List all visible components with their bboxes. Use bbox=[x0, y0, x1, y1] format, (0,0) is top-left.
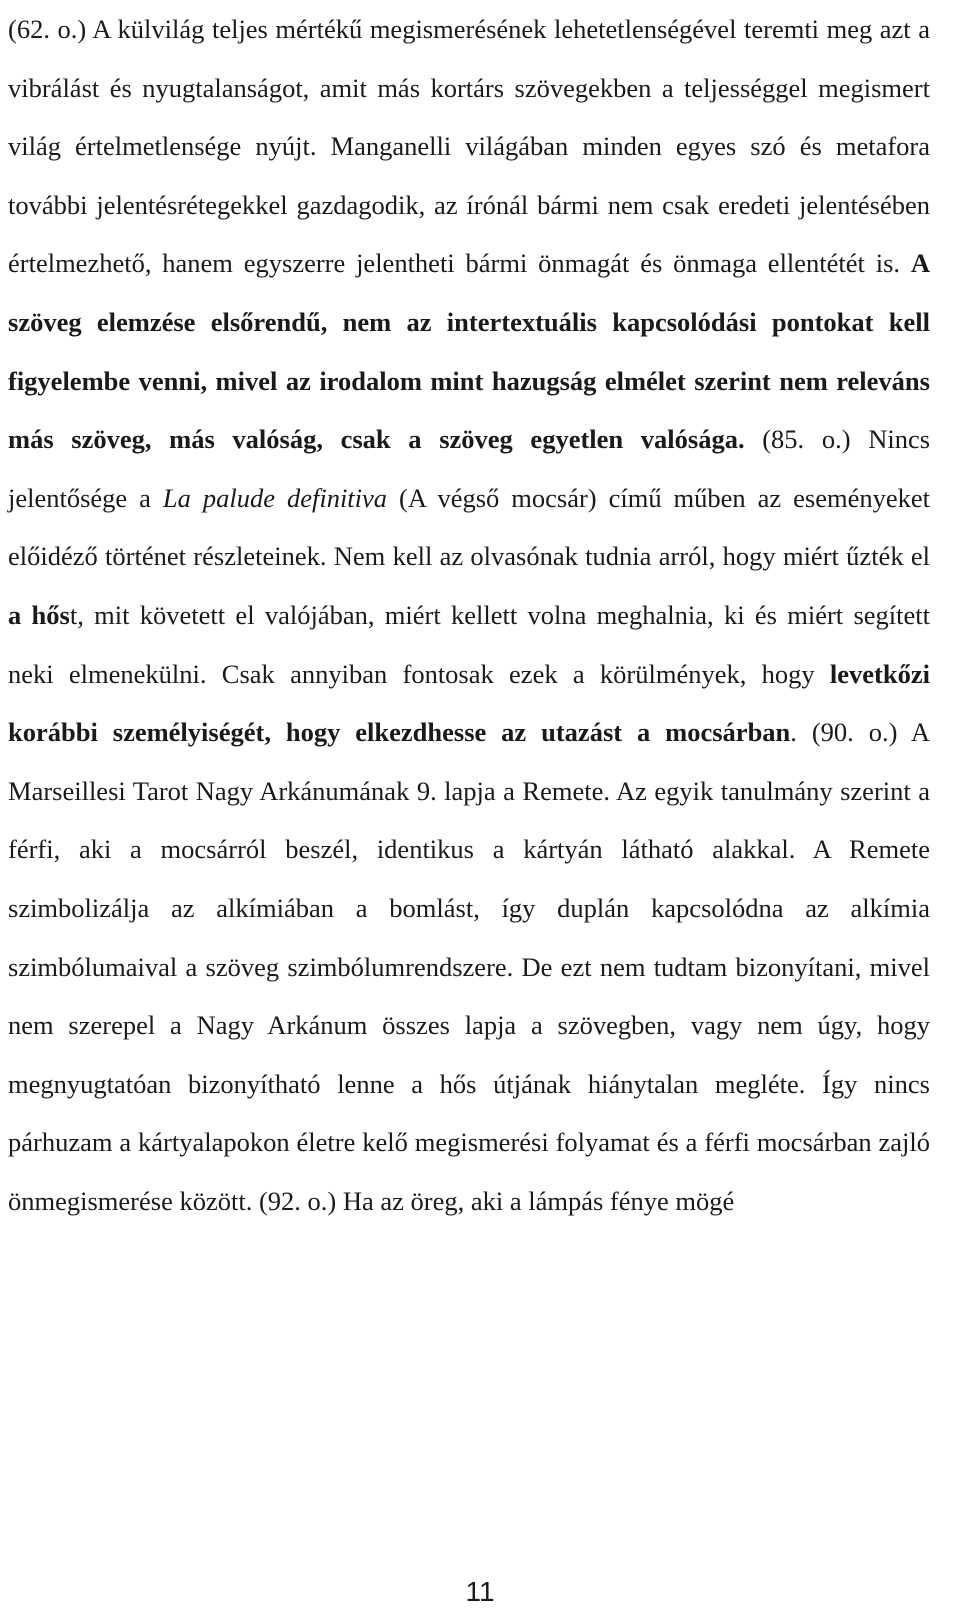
paragraph-3-run-7: . (90. o.) A Marseillesi Tarot Nagy Arkánumának 9. lapja a Remete. Az egyik tanulmány szerint a férfi, aki a mocsárról beszél, identikus a kártyán látható alakkal. A Remete szimbolizálja az alkímiában a bomlást, így duplán kapcsolódna az alkímia szimbólumaival a szöveg szimbólumrendszere. De ezt nem tudtam bizonyítani, mivel nem szerepel a Nagy Arkánum összes lapja a szövegben, vagy nem úgy, hogy megnyugtatóan bizonyítható lenne a hős útjának hiánytalan megléte. Így nincs párhuzam a kártyalapokon életre kelő megismerési folyamat és a férfi mocsárban zajló önmegismerése között. (92. o.) Ha az öreg, aki a lámpás fénye mögé bbox=[8, 717, 930, 1216]
page-number: 11 bbox=[465, 1576, 495, 1607]
paragraph-3-run-3: (A végső mocsár) című műben az eseményeket előidéző történet részleteinek. Nem kell az olvasónak tudnia arról, hogy miért űzték el bbox=[8, 482, 930, 572]
paragraph-2-run-3: (85. o.) bbox=[744, 424, 851, 455]
paragraph-2-bold-run: A szöveg elemzése elsőrendű, nem az intertextuális kapcsolódási pontokat kell figyelembe venni, mivel az irodalom mint hazugság elmélet szerint nem releváns más szöveg, más valóság, csak a szöveg egyetlen valósága. bbox=[8, 248, 930, 455]
paragraph-3-italic-title: La palude definitiva bbox=[162, 482, 388, 513]
paragraph-1-run-1: (62. o.) A külvilág teljes mértékű megismerésének lehetetlenségével teremti meg azt a vibrálást és nyugtalanságot, amit más kortárs szövegekben a teljességgel megismert világ értelmetlensége nyújt. bbox=[8, 14, 930, 162]
body-text bbox=[8, 0, 930, 1230]
paragraph-3-run-1: Nincs jelentősége a bbox=[8, 424, 931, 513]
paragraph-3-bold-run-hero: a hős bbox=[8, 599, 70, 630]
paragraph-2-run-1: Manganelli világában minden egyes szó és metafora további jelentésrétegekkel gazdagodik, az írónál bármi nem csak eredeti jelentésében értelmezhető, hanem egyszerre jelentheti bármi önmagát és önmaga ellentétét is. bbox=[8, 131, 930, 279]
paragraph-3-bold-run-journey: levetkőzi korábbi személyiségét, hogy elkezdhesse az utazást a mocsárban bbox=[8, 658, 930, 748]
paragraph-3-run-5: t, mit követett el valójában, miért kellett volna meghalnia, ki és miért segített neki elmenekülni. Csak annyiban fontosak ezek a körülmények, hogy bbox=[8, 599, 930, 689]
